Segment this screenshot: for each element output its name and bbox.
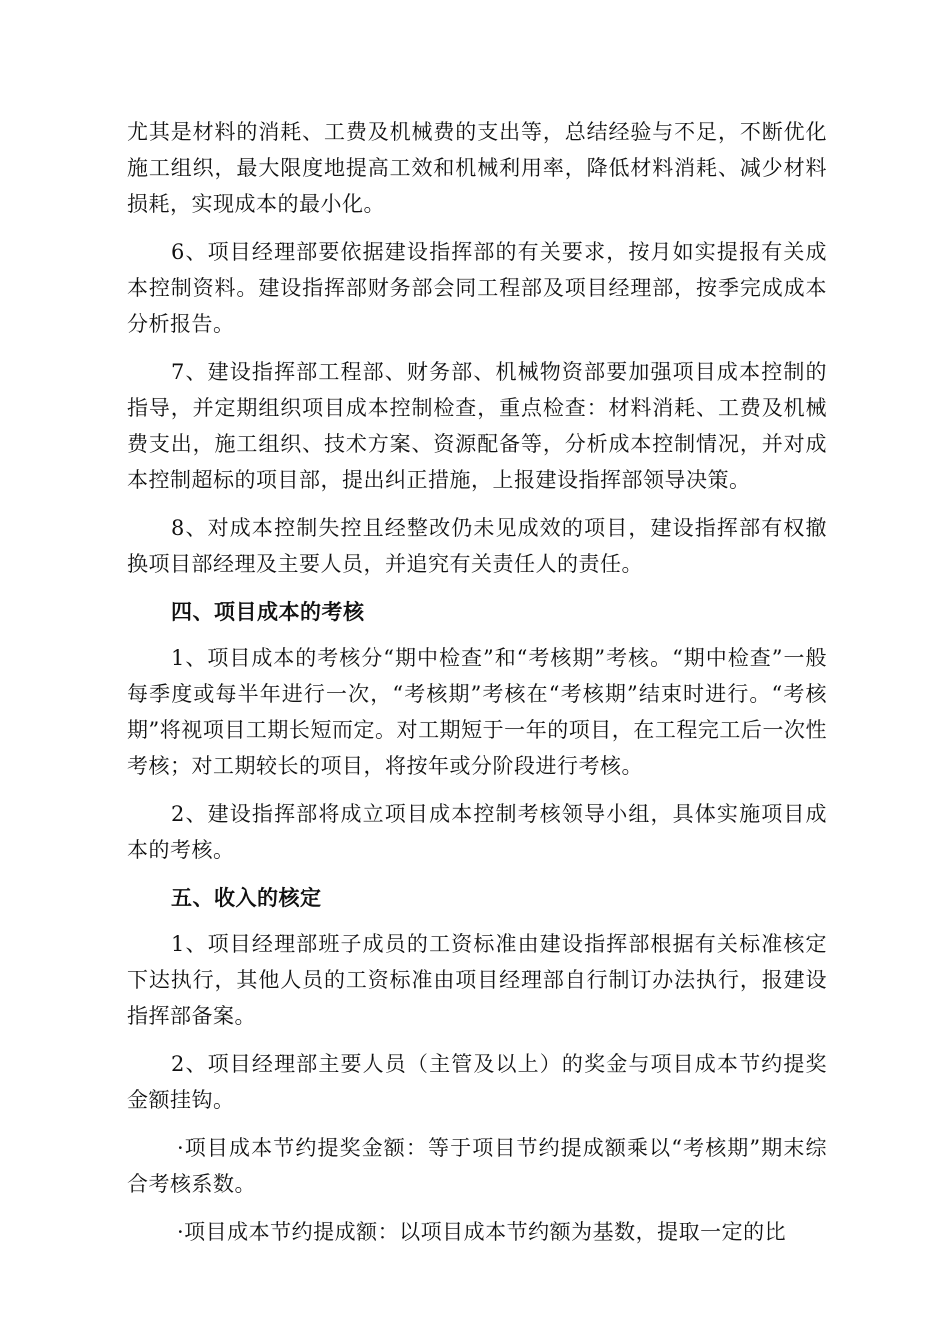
paragraph-continuation: 尤其是材料的消耗、工费及机械费的支出等，总结经验与不足，不断优化施工组织，最大限度地提高工效和机械利用率，降低材料消耗、减少材料损耗，实现成本的最小化。 (127, 120, 827, 216)
paragraph-item-8: 8、对成本控制失控且经整改仍未见成效的项目，建设指挥部有权撤换项目部经理及主要人员，并追究有关责任人的责任。 (127, 516, 827, 576)
paragraph-income-2: 2、项目经理部主要人员（主管及以上）的奖金与项目成本节约提奖金额挂钩。 (127, 1052, 827, 1112)
section-heading-income: 五、收入的核定 (171, 886, 322, 910)
document-body (127, 114, 827, 1262)
bullet-commission-amount: ·项目成本节约提成额：以项目成本节约额为基数，提取一定的比 (177, 1220, 787, 1244)
paragraph-item-6: 6、项目经理部要依据建设指挥部的有关要求，按月如实提报有关成本控制资料。建设指挥部财务部会同工程部及项目经理部，按季完成成本分析报告。 (127, 240, 827, 336)
paragraph-income-1: 1、项目经理部班子成员的工资标准由建设指挥部根据有关标准核定下达执行，其他人员的工资标准由项目经理部自行制订办法执行，报建设指挥部备案。 (127, 932, 827, 1028)
paragraph-assessment-1: 1、项目成本的考核分“期中检查”和“考核期”考核。“期中检查”一般每季度或每半年进行一次，“考核期”考核在“考核期”结束时进行。“考核期”将视项目工期长短而定。对工期短于一年的项目，在工程完工后一次性考核；对工期较长的项目，将按年或分阶段进行考核。 (127, 646, 827, 778)
bullet-bonus-amount: ·项目成本节约提奖金额：等于项目节约提成额乘以“考核期”期末综合考核系数。 (127, 1136, 827, 1196)
paragraph-item-7: 7、建设指挥部工程部、财务部、机械物资部要加强项目成本控制的指导，并定期组织项目成本控制检查，重点检查：材料消耗、工费及机械费支出，施工组织、技术方案、资源配备等，分析成本控制情况，并对成本控制超标的项目部，提出纠正措施，上报建设指挥部领导决策。 (127, 360, 827, 492)
paragraph-assessment-2: 2、建设指挥部将成立项目成本控制考核领导小组，具体实施项目成本的考核。 (127, 802, 827, 862)
section-heading-cost-assessment: 四、项目成本的考核 (171, 600, 365, 624)
